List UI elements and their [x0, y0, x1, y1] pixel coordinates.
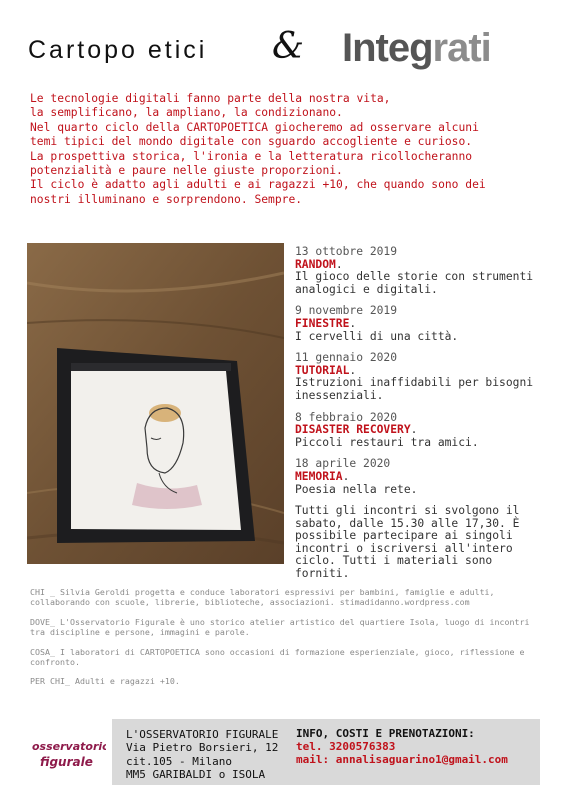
intro-line: la semplificano, la ampliano, la condizionano. [30, 106, 343, 120]
bio-section [30, 587, 535, 696]
title-ampersand: & [272, 26, 305, 67]
title-integrati-dark: Integ [342, 26, 433, 70]
event-title-text: TUTORIAL [295, 363, 350, 377]
title-cartopoetici: Cartopo etici [28, 36, 208, 64]
venue-metro: MM5 GARIBALDI o ISOLA [126, 768, 266, 782]
event-desc: Piccoli restauri tra amici. [295, 435, 479, 449]
event-date: 18 aprile 2020 [295, 457, 391, 471]
tablet-photo [27, 243, 284, 564]
event-item [295, 458, 550, 496]
event-date: 9 novembre 2019 [295, 304, 398, 318]
venue-address: Via Pietro Borsieri, 12 [126, 741, 279, 755]
event-title [295, 424, 550, 437]
logo-graphic [30, 733, 106, 773]
event-desc: Poesia nella rete. [295, 482, 418, 496]
event-date: 11 gennaio 2020 [295, 351, 398, 365]
event-title [295, 471, 550, 484]
logo-text-top: osservatorio [32, 740, 106, 753]
event-item [295, 305, 550, 343]
osservatorio-figurale-logo [30, 733, 106, 773]
event-title-text: MEMORIA [295, 469, 343, 483]
info-label: INFO, COSTI E PRENOTAZIONI: [296, 727, 475, 740]
logo-text-bottom: figurale [40, 755, 93, 769]
contact-info [296, 728, 508, 766]
event-desc: I cervelli di una città. [295, 329, 459, 343]
title-integrati-light: rati [432, 26, 491, 70]
event-title-dot: . [335, 257, 343, 271]
title-integrati [342, 26, 491, 71]
event-desc: Il gioco delle storie con strumenti analogici e digitali. [295, 270, 534, 296]
event-title-text: FINESTRE [295, 316, 350, 330]
bio-per-chi: PER CHI_ Adulti e ragazzi +10. [30, 676, 180, 687]
event-title [295, 318, 550, 331]
email-address[interactable]: mail: annalisaguarino1@gmail.com [296, 752, 508, 766]
bio-dove: DOVE_ L'Osservatorio Figurale è uno storico atelier artistico del quartiere Isola, luogo di incontri tra discipline e persone, immagini e parole. [30, 616, 530, 638]
header [28, 26, 548, 86]
event-item [295, 246, 550, 296]
venue-info [126, 728, 278, 782]
venue-name: L'OSSERVATORIO FIGURALE [126, 728, 279, 741]
bio-cosa: COSA_ I laboratori di CARTOPOETICA sono occasioni di formazione esperienziale, gioco, riflessione e confronto. [30, 646, 525, 668]
intro-line: potenzialità e paure nelle giuste proporzioni. [30, 164, 343, 178]
intro-line: nostri illuminano e sorprendono. Sempre. [30, 192, 303, 206]
bio-chi: CHI _ Silvia Geroldi progetta e conduce laboratori espressivi per bambini, famiglie e adulti, collaborando con scuole, librerie, biblioteche, associazioni. stimadidanno.wordpress.com [30, 587, 495, 608]
event-item [295, 412, 550, 450]
intro-line: Il ciclo è adatto agli adulti e ai ragazzi +10, che quando sono dei [30, 178, 486, 192]
event-item [295, 352, 550, 402]
event-title-text: DISASTER RECOVERY [295, 423, 411, 437]
event-date: 8 febbraio 2020 [295, 410, 398, 424]
event-title-text: RANDOM [295, 257, 336, 271]
tablet-drawing-image [27, 243, 284, 564]
phone-number[interactable]: tel. 3200576383 [296, 739, 396, 753]
venue-city: cit.105 - Milano [126, 754, 232, 768]
event-title-dot: . [342, 469, 350, 483]
events-list [295, 246, 550, 581]
footer-box [112, 719, 540, 785]
event-title-dot: . [349, 363, 357, 377]
event-date: 13 ottobre 2019 [295, 245, 398, 258]
event-title-dot: . [349, 316, 357, 330]
intro-line: Nel quarto ciclo della CARTOPOETICA giocheremo ad osservare alcuni [30, 120, 479, 134]
intro-text [30, 92, 550, 207]
intro-line: La prospettiva storica, l'ironia e la letteratura ricollocheranno [30, 149, 473, 163]
event-title-dot: . [410, 423, 418, 437]
event-desc: Istruzioni inaffidabili per bisogni inessenziali. [295, 376, 534, 402]
intro-line: temi tipici del mondo digitale con sguardo accogliente e curioso. [30, 135, 473, 149]
intro-line: Le tecnologie digitali fanno parte della nostra vita, [30, 92, 391, 105]
schedule-note: Tutti gli incontri si svolgono il sabato, dalle 15.30 alle 17,30. È possibile partecipare ai singoli incontri o iscriversi all'intero ciclo. Tutti i materiali sono forniti. [295, 504, 520, 581]
